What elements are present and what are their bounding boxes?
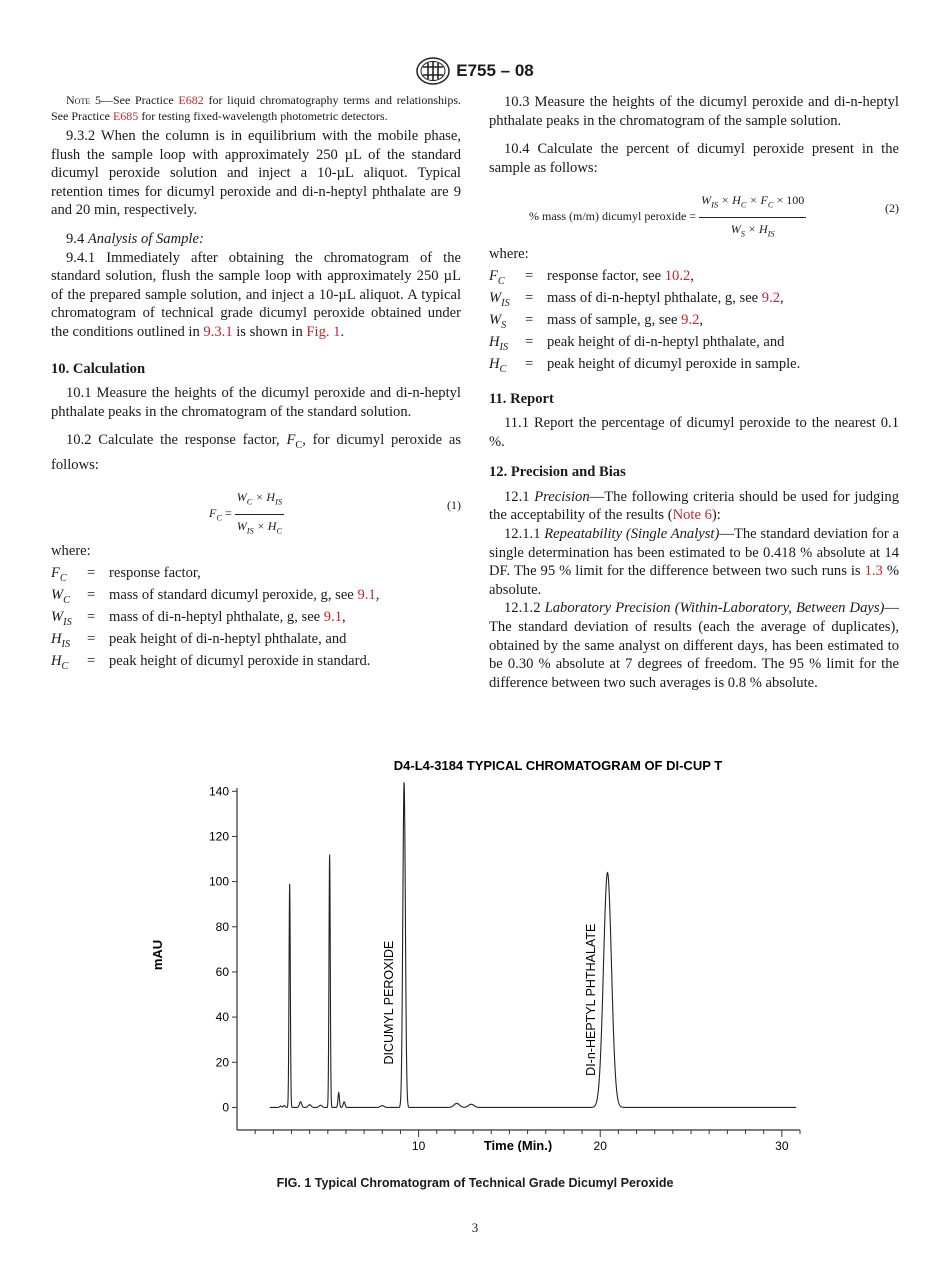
para-10-1: 10.1 Measure the heights of the dicumyl peroxide and di-n-heptyl phthalate peaks in the chromatogram of the standard solution.: [51, 385, 461, 420]
variable-definition: $H_{IS}$ = peak height of di-n-heptyl phthalate, and: [51, 630, 347, 650]
section-10-heading: 10. Calculation: [51, 360, 146, 377]
y-tick-label: 40: [215, 1010, 229, 1025]
y-tick-label: 120: [208, 829, 229, 844]
x-tick-label: 30: [775, 1139, 789, 1152]
para-10-4: 10.4 Calculate the percent of dicumyl peroxide present in the sample as follows:: [489, 141, 899, 176]
page-header: [0, 57, 950, 85]
y-tick-label: 60: [215, 964, 229, 979]
para-12-1-1: 12.1.1 Repeatability (Single Analyst)—The standard deviation for a single determination has been estimated to be 0.418 % absolute at 14 DF. The 95 % limit for the difference between two such runs is 1.3 % absolute.: [489, 526, 899, 598]
variable-definition: $F_C$ = response factor,: [51, 565, 201, 584]
astm-logo-icon: [416, 57, 450, 85]
right-column: [489, 93, 899, 692]
y-tick-label: 0: [222, 1100, 229, 1115]
equation-2-fraction: $\frac{W_{IS} \times H_C \times F_C \times 100}{W_S \times H_{IS}}$: [701, 193, 805, 239]
para-9-4-1: 9.4.1 Immediately after obtaining the chromatogram of the standard solution, flush the sample loop with approximately 250 µL of the prepared sample solution, and inject a 10-µL aliquot. A typical chromatogram of technical grade dicumyl peroxide obtained under the conditions outlined in 9.3.1 is shown in Fig. 1.: [51, 249, 461, 340]
x-tick-label: 10: [411, 1139, 426, 1152]
equation-1-fraction: $\frac{W_C \times H_{IS}}{W_{IS} \times H_C}$: [236, 490, 283, 536]
section-11-heading: 11. Report: [489, 390, 554, 407]
chromatogram-trace: [270, 782, 797, 1107]
equation-2: % mass (m/m) dicumyl peroxide = $\frac{W_{IS} \times H_C \times F_C \times 100}{W_S \times H_{IS}}$ (2): [489, 185, 899, 237]
ref-link[interactable]: 9.2: [681, 311, 700, 328]
para-9-3-2: 9.3.2 When the column is in equilibrium with the mobile phase, flush the sample loop with approximately 250 µL of the standard dicumyl peroxide solution and inject a 10-µL aliquot. Typical retention times for dicumyl peroxide and di-n-heptyl phthalate are 9 and 20 min, respectively.: [51, 128, 461, 219]
variable-definition: $H_C$ = peak height of dicumyl peroxide in standard.: [51, 652, 371, 672]
note-5: Note 5—See Practice E682 for liquid chromatography terms and relationships. See Practice E685 for testing fixed-wavelength photometric detectors.: [51, 93, 462, 123]
para-12-1: 12.1 Precision—The following criteria should be used for judging the acceptability of the results (Note 6):: [489, 488, 899, 524]
ref-link[interactable]: 9.2: [761, 289, 781, 306]
para-11-1: 11.1 Report the percentage of dicumyl peroxide to the nearest 0.1 %.: [489, 415, 899, 450]
variable-definition: $H_{IS}$ = peak height of di-n-heptyl phthalate, and: [489, 333, 785, 353]
x-axis-label: Time (Min.): [483, 1138, 553, 1152]
variable-definition: $W_C$ = mass of standard dicumyl peroxide, g, see 9.1,: [51, 586, 380, 606]
y-axis-label: mAU: [150, 939, 165, 971]
equation-1: $F_C$ = $\frac{W_C \times H_{IS}}{W_{IS} \times H_C}$ (1): [51, 482, 461, 534]
ref-link[interactable]: 9.3.1: [203, 323, 233, 340]
variable-definition: $H_C$ = peak height of dicumyl peroxide in sample.: [489, 355, 801, 375]
section-12-heading: 12. Precision and Bias: [489, 464, 626, 481]
ref-link[interactable]: 10.2: [664, 267, 691, 284]
para-12-1-2: 12.1.2 Laboratory Precision (Within-Laboratory, Between Days)—The standard deviation of results (each the average of duplicates), obtained by the same analyst on different days, has been estimated to be 0.30 % absolute at 7 degrees of freedom. The 95 % limit for the difference between two such averages is 0.8 % absolute.: [489, 600, 899, 691]
variable-definition: $W_S$ = mass of sample, g, see 9.2,: [489, 311, 704, 331]
y-tick-label: 80: [215, 919, 229, 934]
variable-definition: $W_{IS}$ = mass of di-n-heptyl phthalate, g, see 9.1,: [51, 608, 346, 628]
ref-link[interactable]: E685: [112, 108, 139, 123]
para-9-4: 9.4 Analysis of Sample:: [66, 230, 204, 247]
where-label: where:: [489, 246, 529, 263]
y-tick-label: 100: [208, 874, 229, 889]
variable-list: [51, 565, 461, 675]
chromatogram-chart: [140, 752, 820, 1152]
where-label: where:: [51, 543, 91, 560]
para-10-3: 10.3 Measure the heights of the dicumyl peroxide and di-n-heptyl phthalate peaks in the chromatogram of the sample solution.: [489, 94, 899, 129]
standard-designation: E755 – 08: [456, 61, 534, 80]
variable-list: [489, 268, 899, 378]
figure-1: [140, 752, 820, 1152]
figure-caption: FIG. 1 Typical Chromatogram of Technical Grade Dicumyl Peroxide: [276, 1176, 674, 1190]
peak-annotation: DI-n-HEPTYL PHTHALATE: [583, 923, 598, 1076]
para-10-2: 10.2 Calculate the response factor, $F_C$, for dicumyl peroxide as follows:: [51, 432, 461, 473]
left-column: [51, 93, 461, 675]
equation-number: (1): [447, 498, 461, 513]
x-tick-label: 20: [593, 1139, 607, 1152]
peak-annotation: DICUMYL PEROXIDE: [382, 940, 397, 1065]
variable-definition: $W_{IS}$ = mass of di-n-heptyl phthalate, g, see 9.2,: [489, 289, 784, 309]
ref-link[interactable]: 9.1: [323, 608, 343, 625]
variable-definition: $F_C$ = response factor, see 10.2,: [489, 267, 694, 287]
y-tick-label: 20: [215, 1055, 229, 1070]
y-tick-label: 140: [208, 784, 229, 799]
equation-number: (2): [885, 201, 899, 216]
ref-link[interactable]: 9.1: [357, 586, 376, 603]
ref-link[interactable]: Fig. 1: [306, 323, 341, 340]
ref-link[interactable]: E682: [178, 93, 204, 107]
ref-link[interactable]: Note 6: [672, 507, 712, 524]
chart-title: D4-L4-3184 TYPICAL CHROMATOGRAM OF DI-CUP T: [393, 758, 723, 773]
ref-link[interactable]: 1.3: [864, 563, 883, 580]
page-number: 3: [471, 1220, 479, 1235]
